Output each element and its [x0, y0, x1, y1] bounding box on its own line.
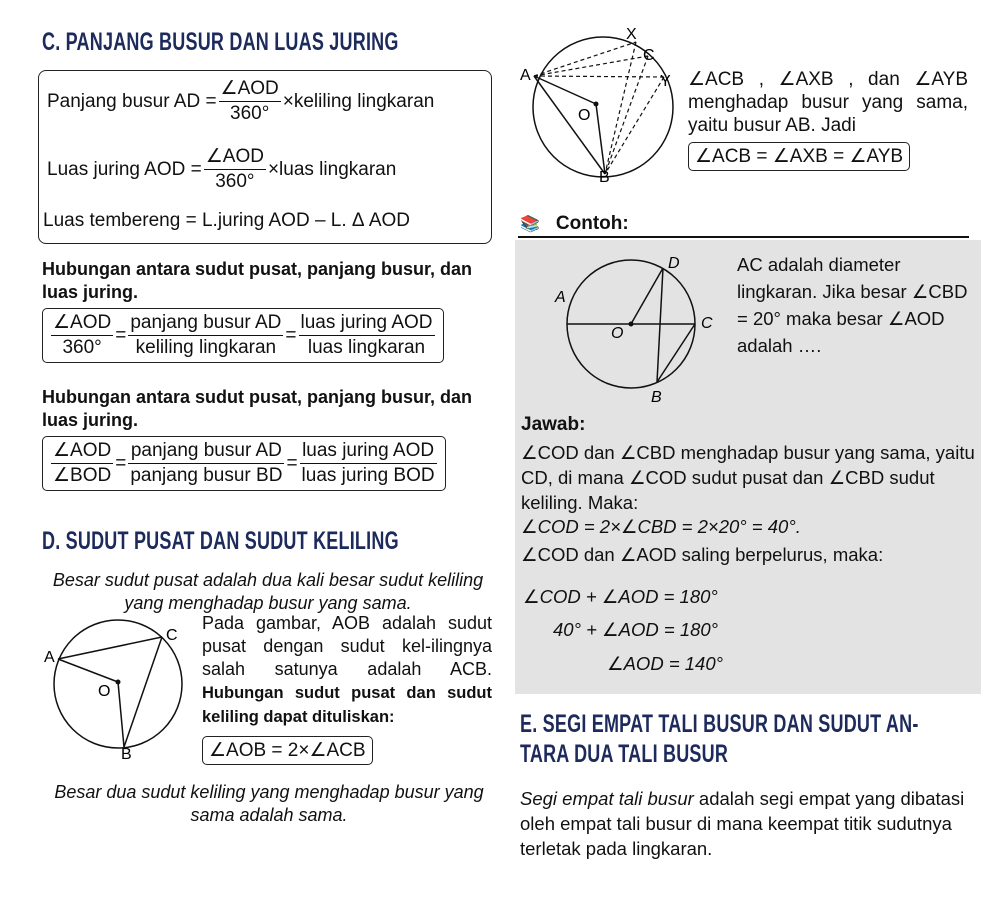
section-e-title-line1: E. SEGI EMPAT TALI BUSUR DAN SUDUT AN- [520, 710, 919, 738]
term-definition: adalah segi empat yang dibatasi oleh empat tali busur di mana keempat titik sudutnya terletak pada lingkaran. [520, 788, 965, 859]
label-o: O [611, 325, 624, 342]
equals-sign: = [286, 453, 298, 474]
fraction-numerator: ∠AOD [219, 77, 281, 102]
description-bold: Hubungan sudut pusat dan sudut keliling dapat dituliskan: [202, 684, 492, 726]
contoh-title: Contoh: [555, 213, 629, 234]
chord-db [657, 268, 663, 382]
label-b: B [121, 746, 132, 760]
example-panel [515, 240, 981, 694]
segment-area-formula: Luas tembereng = L.juring AOD – L. Δ AOD [43, 210, 411, 231]
relation-heading-2: Hubungan antara sudut pusat, panjang busur, dan luas juring. [42, 387, 473, 430]
book-icon: 📚 [520, 216, 540, 233]
chord-ax [534, 42, 636, 76]
answer-step-cod: ∠COD = 2×∠CBD = 2×20° = 40°. [521, 516, 801, 537]
section-d-title: D. SUDUT PUSAT DAN SUDUT KELILING [42, 527, 399, 555]
rel1-a-num: ∠AOD [51, 311, 113, 336]
answer-label: Jawab: [521, 414, 586, 435]
equals-sign: = [285, 325, 297, 346]
sector-area-fraction [204, 145, 266, 194]
label-b: B [651, 389, 662, 406]
answer-supplementary: ∠COD dan ∠AOD saling berpelurus, maka: [521, 544, 884, 565]
chord-ay [534, 76, 664, 77]
rel1-b-den: keliling lingkaran [135, 337, 277, 358]
example-figure [553, 254, 741, 406]
fraction-denominator: 360° [215, 171, 255, 192]
center-point [594, 102, 599, 107]
equation-1: ∠COD + ∠AOD = 180° [523, 586, 718, 607]
sector-area-label: Luas juring AOD = [47, 159, 202, 180]
section-c-title: C. PANJANG BUSUR DAN LUAS JURING [42, 28, 399, 56]
equals-sign: = [115, 325, 127, 346]
relation-box-1 [42, 308, 444, 363]
section-e-title-line2: TARA DUA TALI BUSUR [520, 740, 729, 768]
label-a: A [555, 289, 566, 306]
rel2-c-den: luas juring BOD [301, 465, 435, 486]
answer-explanation: ∠COD dan ∠CBD menghadap busur yang sama, yaitu CD, di mana ∠COD sudut pusat dan ∠CBD sudut keliling. Maka: [521, 442, 975, 513]
section-e-text [520, 786, 972, 861]
section-d-description [202, 612, 492, 729]
label-c: C [166, 627, 178, 644]
rel2-b-num: panjang busur AD [128, 439, 284, 464]
center-point [629, 322, 634, 327]
radius-ob [118, 682, 124, 747]
rel1-a-den: 360° [62, 337, 102, 358]
contoh-header [520, 213, 629, 235]
same-arc-formula: ∠ACB = ∠AXB = ∠AYB [688, 142, 910, 171]
chord-ac [58, 637, 162, 659]
equation-2: 40° + ∠AOD = 180° [553, 619, 719, 640]
rel2-b-den: panjang busur BD [130, 465, 283, 486]
chord-cb [124, 637, 162, 747]
radius-oa [58, 659, 118, 682]
label-b: B [599, 169, 610, 184]
label-y: Y [660, 73, 671, 90]
rel2-a-den: ∠BOD [53, 465, 112, 486]
chord-xb [605, 42, 636, 174]
rel2-c-num: luas juring AOD [300, 439, 437, 464]
same-arc-angles-figure [518, 22, 688, 184]
label-x: X [626, 26, 637, 43]
label-d: D [668, 255, 680, 272]
inscribed-angle-figure [38, 614, 198, 760]
rel2-a-num: ∠AOD [51, 439, 113, 464]
rel1-c-num: luas juring AOD [299, 311, 435, 336]
rel1-b-num: panjang busur AD [128, 311, 283, 336]
sector-area-rhs: ×luas lingkaran [267, 159, 397, 180]
chord-ab [534, 76, 605, 174]
label-o: O [578, 107, 591, 124]
same-arc-text: ∠ACB , ∠AXB , dan ∠AYB menghadap busur yang sama, yaitu busur AB. Jadi [688, 69, 968, 136]
fraction-numerator: ∠AOD [204, 145, 266, 170]
arc-length-fraction [219, 77, 281, 126]
equals-sign: = [115, 453, 127, 474]
chord-bc [657, 324, 695, 382]
fraction-denominator: 360° [230, 103, 270, 124]
section-d-intro: Besar sudut pusat adalah dua kali besar sudut keliling yang menghadap busur yang sama. [52, 570, 484, 613]
example-problem: AC adalah diameter lingkaran. Jika besar ∠CBD = 20° maka besar ∠AOD adalah …. [737, 254, 968, 356]
equation-3: ∠AOD = 140° [607, 653, 724, 674]
central-inscribed-formula: ∠AOB = 2×∠ACB [202, 736, 373, 765]
description-text: Pada gambar, AOB adalah sudut pusat dengan sudut kel-ilingnya salah satunya adalah ACB. [202, 613, 492, 679]
relation-heading-1: Hubungan antara sudut pusat, panjang busur, dan luas juring. [42, 259, 473, 302]
relation-box-2 [42, 436, 446, 491]
label-o: O [98, 683, 111, 700]
label-c: C [643, 47, 655, 64]
term-italic: Segi empat tali busur [520, 788, 694, 809]
arc-length-formula [47, 77, 434, 126]
rel1-c-den: luas lingkaran [307, 337, 426, 358]
radius-od [631, 268, 663, 324]
label-c: C [701, 315, 713, 332]
label-a: A [520, 67, 531, 84]
section-d-closing: Besar dua sudut keliling yang menghadap busur yang sama adalah sama. [54, 782, 484, 825]
contoh-rule [518, 236, 969, 238]
sector-area-formula [47, 145, 396, 194]
label-a: A [44, 649, 55, 666]
arc-length-rhs: ×keliling lingkaran [282, 91, 435, 112]
center-point [116, 680, 121, 685]
arc-length-label: Panjang busur AD = [47, 91, 217, 112]
formula-box-c [38, 70, 492, 244]
